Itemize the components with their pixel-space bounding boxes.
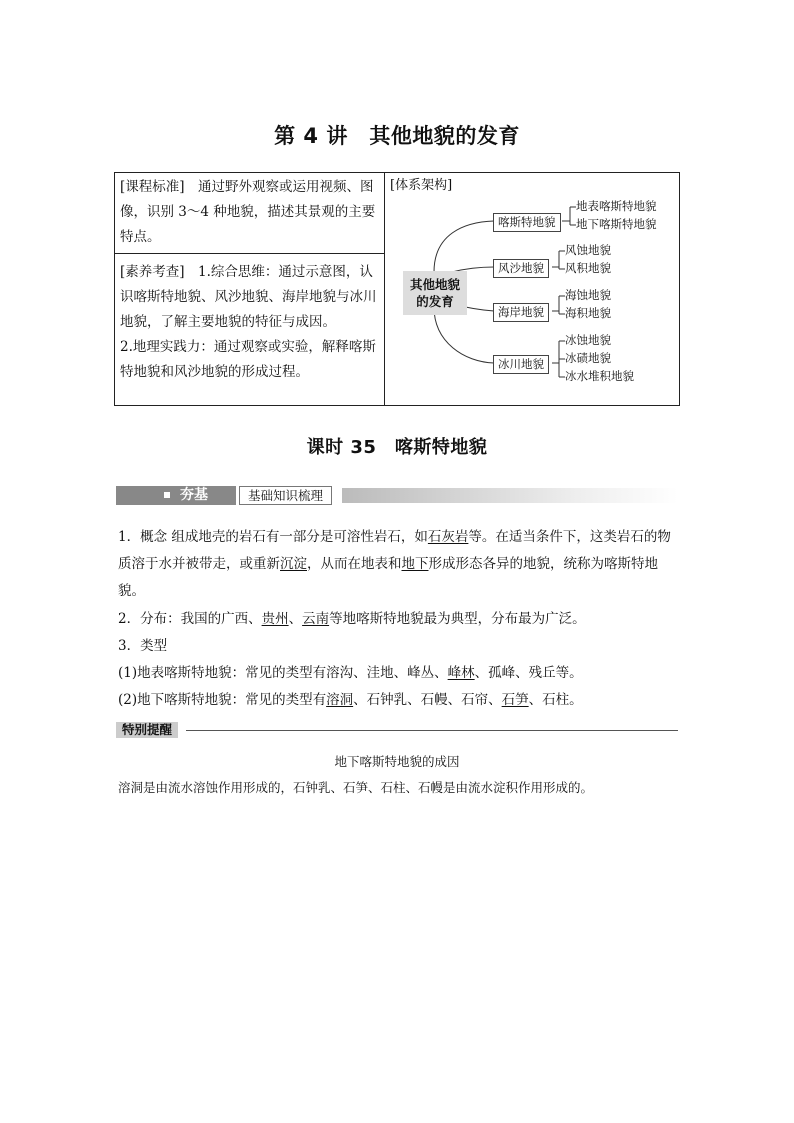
answer-blank: 地下 [401,556,429,572]
leaf-glacial-erosion: 冰蚀地貌 [565,333,611,347]
paragraph-types: 3．类型 [118,638,168,654]
literacy-cell [120,260,380,385]
text: (2)地下喀斯特地貌：常见的类型有 [118,692,327,708]
tip-title: 地下喀斯特地貌的成因 [334,754,460,769]
text: 等地喀斯特地貌最为典型，分布最为广泛。 [329,611,586,627]
leaf-wind-erosion: 风蚀地貌 [565,243,611,257]
leaf-marine-erosion: 海蚀地貌 [565,288,611,302]
branch-aeolian: 风沙地貌 [493,259,549,278]
text: 1．概念 组成地壳的岩石有一部分是可溶性岩石，如 [118,529,428,545]
text: 、 [288,611,303,627]
paragraph-distribution [118,606,680,633]
page-title: 第 4 讲 其他地貌的发育 [274,124,520,148]
text: 形成形态各异的地貌，统称为喀斯特地貌。 [118,556,658,599]
leaf-marine-deposition: 海积地貌 [565,306,611,320]
course-standard-tag: [课程标准] [120,179,185,195]
section-banner-gradient [342,488,678,503]
answer-blank: 贵州 [261,611,289,627]
branch-glacial: 冰川地貌 [493,355,549,374]
leaf-underground-karst: 地下喀斯特地貌 [576,217,657,231]
answer-blank: 溶洞 [326,692,354,708]
text: 2．分布：我国的广西、 [118,611,262,627]
framework-center-node [403,271,467,315]
center-line-2: 的发育 [416,294,454,309]
answer-blank: 峰林 [447,665,475,681]
leaf-moraine: 冰碛地貌 [565,351,611,365]
framework-tag: [体系架构] [390,178,453,193]
answer-blank: 石灰岩 [427,529,469,545]
text: 、石钟乳、石幔、石帘、 [353,692,502,708]
branch-coastal: 海岸地貌 [493,303,549,322]
table-divider-horizontal [114,253,384,254]
lesson-title: 课时 35 喀斯特地貌 [306,437,488,458]
paragraph-surface-karst [118,660,680,687]
text: 、孤峰、残丘等。 [474,665,583,681]
leaf-surface-karst: 地表喀斯特地貌 [576,199,657,213]
branch-karst: 喀斯特地貌 [493,213,561,232]
tip-divider [186,730,678,731]
section-banner [116,486,678,505]
course-standard-cell [120,175,380,250]
text: 等。在适当条件下，这类岩石的物质溶于水并被带走，或重新 [118,529,671,572]
bullet-square-icon [164,492,170,498]
literacy-tag: [素养考查] [120,264,185,280]
leaf-glaciofluvial: 冰水堆积地貌 [565,369,634,383]
section-sub-label: 基础知识梳理 [239,486,332,505]
paragraph-underground-karst [118,687,680,714]
center-line-1: 其他地貌 [410,277,461,292]
text: ，从而在地表和 [307,556,402,572]
paragraph-concept [118,524,680,605]
text: 、石柱。 [528,692,583,708]
answer-blank: 云南 [302,611,330,627]
leaf-wind-deposition: 风积地貌 [565,261,611,275]
answer-blank: 沉淀 [280,556,307,572]
text: (1)地表喀斯特地貌：常见的类型有溶沟、洼地、峰丛、 [118,665,448,681]
tip-body: 溶洞是由流水溶蚀作用形成的，石钟乳、石笋、石柱、石幔是由流水淀积作用形成的。 [118,780,594,795]
literacy-line-1: 1.综合思维：通过示意图，认识喀斯特地貌、风沙地貌、海岸地貌与冰川地貌，了解主要地貌的特征与成因。 [120,264,377,330]
answer-blank: 石笋 [501,692,529,708]
literacy-line-2: 2.地理实践力：通过观察或实验，解释喀斯特地貌和风沙地貌的形成过程。 [120,339,376,380]
course-standard-text: 通过野外观察或运用视频、图像，识别 3～4 种地貌，描述其景观的主要特点。 [120,179,376,245]
section-main-label [116,486,236,505]
special-tip-tag: 特别提醒 [116,722,178,738]
section-main-text: 夯基 [180,487,208,503]
